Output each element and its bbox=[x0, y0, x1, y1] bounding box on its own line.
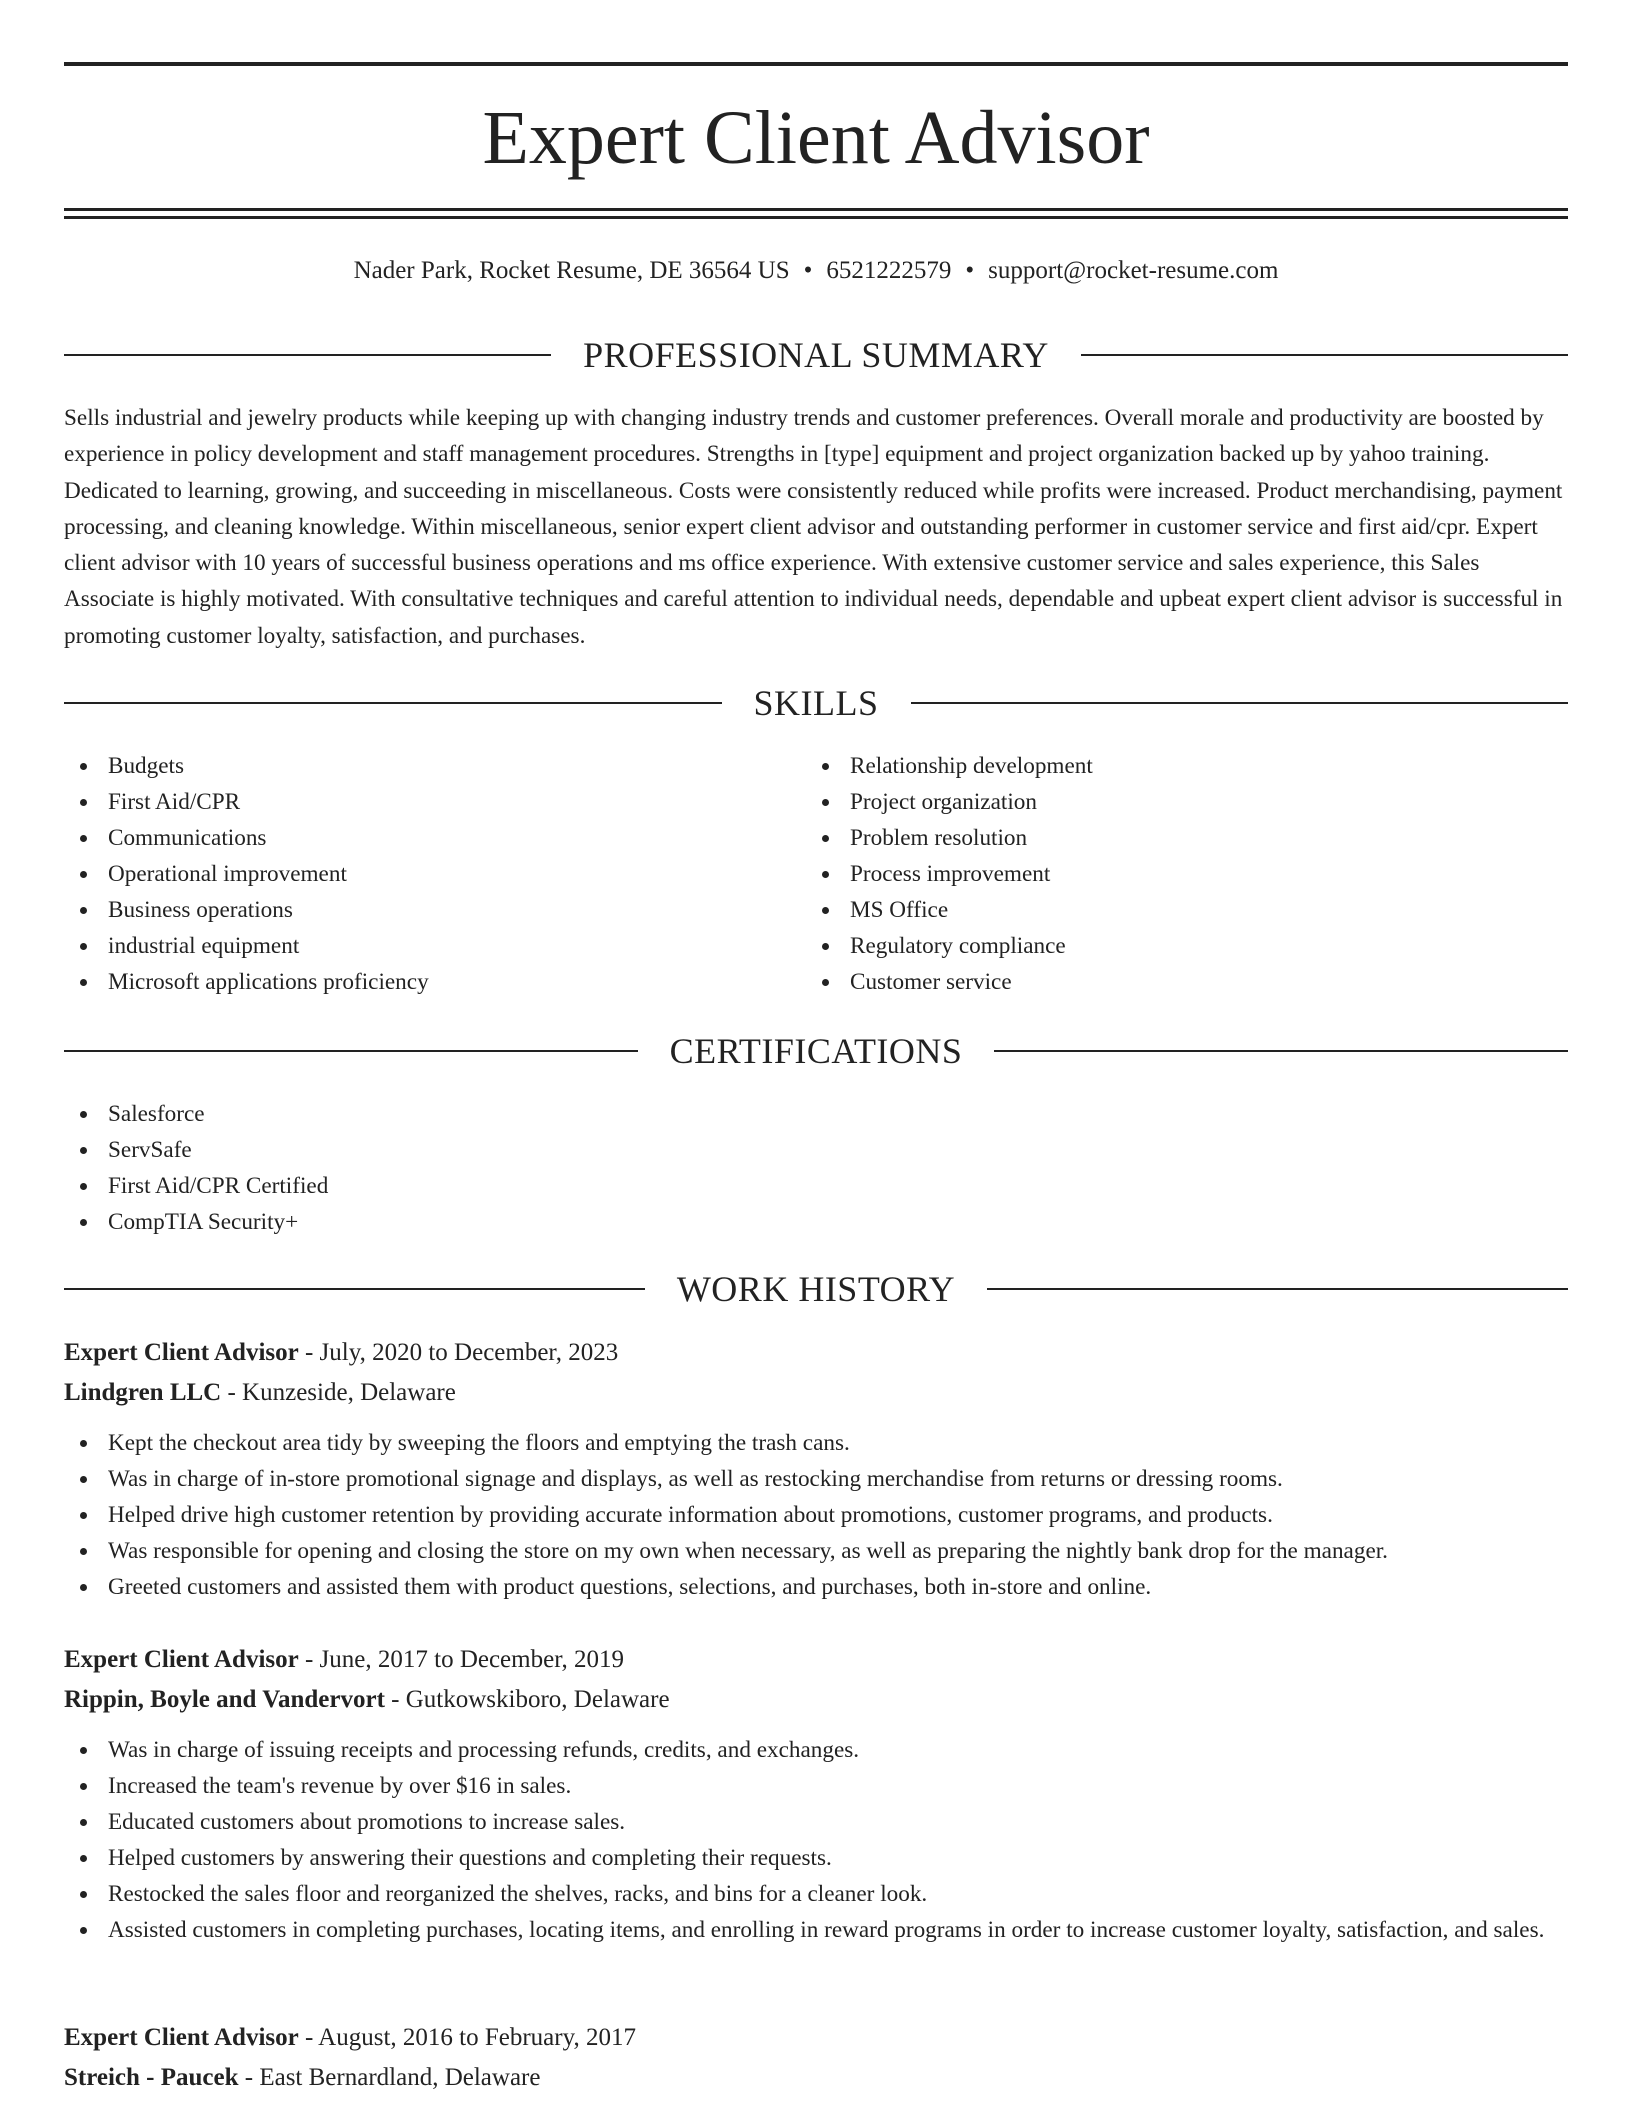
job-entry bbox=[64, 1333, 1568, 1605]
job-company-line bbox=[64, 1680, 1568, 1720]
job-title-line bbox=[64, 1640, 1568, 1680]
job-company-line bbox=[64, 1373, 1568, 1413]
job-duty-item: Educated customers about promotions to increase sales. bbox=[64, 1804, 1568, 1840]
skill-item: Relationship development bbox=[806, 748, 1546, 784]
contact-line bbox=[64, 254, 1568, 288]
heading-rule-right bbox=[987, 1288, 1568, 1290]
work-history-heading bbox=[64, 1267, 1568, 1311]
certification-item: Salesforce bbox=[64, 1096, 1568, 1132]
skill-item: Regulatory compliance bbox=[806, 928, 1546, 964]
skill-item: Problem resolution bbox=[806, 820, 1546, 856]
page-title: Expert Client Advisor bbox=[482, 96, 1150, 180]
job-duties-list bbox=[64, 1732, 1568, 1948]
job-location: - Gutkowskiboro, Delaware bbox=[384, 1686, 670, 1713]
job-duty-item: Helped drive high customer retention by providing accurate information about promotions, customer programs, and products. bbox=[64, 1497, 1568, 1533]
job-duty-item: Was in charge of issuing receipts and processing refunds, credits, and exchanges. bbox=[64, 1732, 1568, 1768]
heading-rule-left bbox=[64, 354, 551, 356]
skills-list-right bbox=[806, 748, 1546, 1000]
skill-item: industrial equipment bbox=[64, 928, 804, 964]
contact-email: support@rocket-resume.com bbox=[988, 257, 1279, 284]
job-location: - East Bernardland, Delaware bbox=[238, 2064, 541, 2091]
certification-item: First Aid/CPR Certified bbox=[64, 1168, 1568, 1204]
top-rule bbox=[64, 62, 1568, 66]
certification-item: CompTIA Security+ bbox=[64, 1204, 1568, 1240]
contact-phone: 6521222579 bbox=[826, 257, 952, 284]
skill-item: First Aid/CPR bbox=[64, 784, 804, 820]
skills-heading bbox=[64, 681, 1568, 725]
job-duty-item: Helped customers by answering their questions and completing their requests. bbox=[64, 1840, 1568, 1876]
skills-list-left bbox=[64, 748, 804, 1000]
job-duty-item: Increased the team's revenue by over $16 in sales. bbox=[64, 1768, 1568, 1804]
job-duty-item: Assisted customers in completing purchases, locating items, and enrolling in reward programs in order to increase customer loyalty, satisfaction, and sales. bbox=[64, 1912, 1568, 1948]
title-rule-upper bbox=[64, 208, 1568, 211]
skill-item: Operational improvement bbox=[64, 856, 804, 892]
job-title: Expert Client Advisor bbox=[64, 1646, 299, 1673]
job-duty-item: Greeted customers and assisted them with product questions, selections, and purchases, both in-store and online. bbox=[64, 1569, 1568, 1605]
summary-heading bbox=[64, 333, 1568, 377]
certifications-heading bbox=[64, 1029, 1568, 1073]
job-title-line bbox=[64, 2018, 1568, 2058]
skill-item: Process improvement bbox=[806, 856, 1546, 892]
job-entry bbox=[64, 1640, 1568, 1948]
job-company: Rippin, Boyle and Vandervort bbox=[64, 1686, 385, 1713]
contact-separator: • bbox=[803, 257, 813, 284]
job-title-line bbox=[64, 1333, 1568, 1373]
certifications-title: CERTIFICATIONS bbox=[669, 1031, 963, 1071]
certifications-list bbox=[64, 1096, 1568, 1240]
heading-rule-right bbox=[911, 702, 1569, 704]
job-title: Expert Client Advisor bbox=[64, 2024, 299, 2051]
skill-item: MS Office bbox=[806, 892, 1546, 928]
skill-item: Communications bbox=[64, 820, 804, 856]
skill-item: Budgets bbox=[64, 748, 804, 784]
job-duties-list bbox=[64, 1425, 1568, 1605]
contact-separator: • bbox=[965, 257, 975, 284]
job-dates: - June, 2017 to December, 2019 bbox=[298, 1646, 625, 1673]
job-company: Lindgren LLC bbox=[64, 1379, 222, 1406]
work-history-title: WORK HISTORY bbox=[676, 1269, 956, 1309]
title-rule-lower bbox=[64, 216, 1568, 219]
certification-item: ServSafe bbox=[64, 1132, 1568, 1168]
job-duty-item: Was in charge of in-store promotional signage and displays, as well as restocking merchandise from returns or dressing rooms. bbox=[64, 1461, 1568, 1497]
job-entry bbox=[64, 2018, 1568, 2098]
skill-item: Business operations bbox=[64, 892, 804, 928]
skills-column-right bbox=[806, 748, 1546, 1000]
job-duty-item: Kept the checkout area tidy by sweeping the floors and emptying the trash cans. bbox=[64, 1425, 1568, 1461]
skills-column-left bbox=[64, 748, 804, 1000]
job-title: Expert Client Advisor bbox=[64, 1339, 299, 1366]
summary-title: PROFESSIONAL SUMMARY bbox=[583, 335, 1049, 375]
job-company-line bbox=[64, 2058, 1568, 2098]
job-location: - Kunzeside, Delaware bbox=[221, 1379, 456, 1406]
skill-item: Customer service bbox=[806, 964, 1546, 1000]
skill-item: Project organization bbox=[806, 784, 1546, 820]
contact-address: Nader Park, Rocket Resume, DE 36564 US bbox=[353, 257, 790, 284]
job-duty-item: Was responsible for opening and closing the store on my own when necessary, as well as preparing the nightly bank drop for the manager. bbox=[64, 1533, 1568, 1569]
heading-rule-left bbox=[64, 702, 722, 704]
summary-text: Sells industrial and jewelry products while keeping up with changing industry trends and customer preferences. Overall morale and productivity are boosted by experience in policy development and staff management procedures. Strengths in [type] equipment and project organization backed up by yahoo training. Dedicated to learning, growing, and succeeding in miscellaneous. Costs were consistently reduced while profits were increased. Product merchandising, payment processing, and cleaning knowledge. Within miscellaneous, senior expert client advisor and outstanding performer in customer service and first aid/cpr. Expert client advisor with 10 years of successful business operations and ms office experience. With extensive customer service and sales experience, this Sales Associate is highly motivated. With consultative techniques and careful attention to individual needs, dependable and upbeat expert client advisor is successful in promoting customer loyalty, satisfaction, and purchases. bbox=[64, 405, 1563, 649]
skill-item: Microsoft applications proficiency bbox=[64, 964, 804, 1000]
job-company: Streich - Paucek bbox=[64, 2064, 239, 2091]
job-dates: - August, 2016 to February, 2017 bbox=[298, 2024, 636, 2051]
heading-rule-right bbox=[994, 1050, 1568, 1052]
skills-title: SKILLS bbox=[753, 683, 879, 723]
certifications-block bbox=[64, 1096, 1568, 1240]
heading-rule-right bbox=[1081, 354, 1568, 356]
heading-rule-left bbox=[64, 1288, 645, 1290]
job-duty-item: Restocked the sales floor and reorganized the shelves, racks, and bins for a cleaner look. bbox=[64, 1876, 1568, 1912]
heading-rule-left bbox=[64, 1050, 638, 1052]
job-dates: - July, 2020 to December, 2023 bbox=[298, 1339, 619, 1366]
